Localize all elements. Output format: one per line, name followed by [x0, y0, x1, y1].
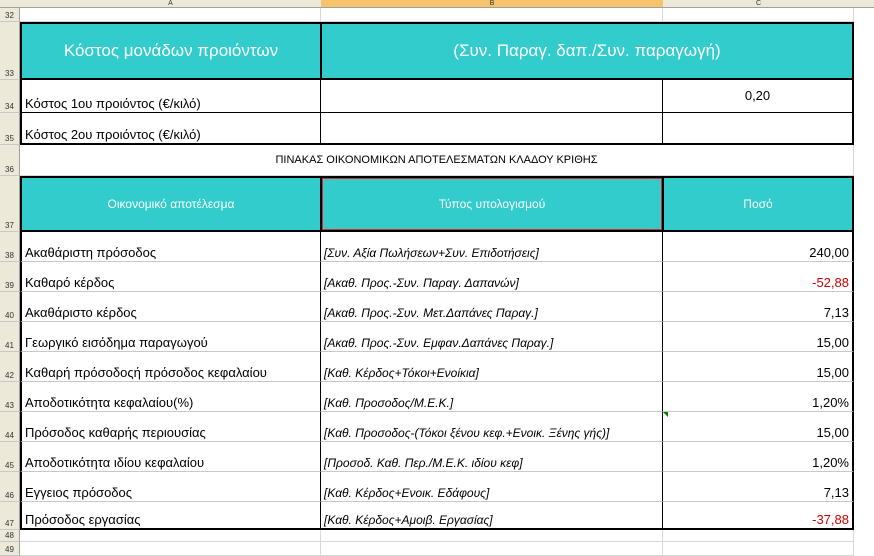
row-header-37[interactable]: 37: [0, 176, 20, 232]
result-formula[interactable]: [Ακαθ. Προς.-Συν. Εμφαν.Δαπάνες Παραγ.]: [321, 322, 663, 352]
cell-c49[interactable]: [663, 542, 854, 556]
row-header-49[interactable]: 49: [0, 542, 20, 556]
result-formula[interactable]: [Καθ. Κέρδος+Ενοικ. Εδάφους]: [321, 472, 663, 502]
results-header-amount[interactable]: Ποσό: [662, 176, 854, 232]
result-value[interactable]: 15,00: [663, 412, 854, 442]
cell-b49[interactable]: [321, 542, 663, 556]
result-label[interactable]: Καθαρό κέρδος: [20, 262, 321, 292]
unit-cost-item2-label[interactable]: Κόστος 2ου προιόντος (€/κιλό): [20, 113, 321, 145]
cell-b32[interactable]: [321, 8, 663, 22]
cell-a32[interactable]: [20, 8, 321, 22]
result-label[interactable]: Πρόσοδος καθαρής περιουσίας: [20, 412, 321, 442]
row-header-35[interactable]: 35: [0, 113, 20, 145]
row-header-45[interactable]: 45: [0, 442, 20, 472]
result-label[interactable]: Ακαθάριστη πρόσοδος: [20, 232, 321, 262]
result-label[interactable]: Αποδοτικότητα κεφαλαίου(%): [20, 382, 321, 412]
result-formula[interactable]: [Ακαθ. Προς.-Συν. Μετ.Δαπάνες Παραγ.]: [321, 292, 663, 322]
result-formula[interactable]: [Συν. Αξία Πωλήσεων+Συν. Επιδοτήσεις]: [321, 232, 663, 262]
row-header-33[interactable]: 33: [0, 22, 20, 80]
result-label[interactable]: Αποδοτικότητα ιδίου κεφαλαίου: [20, 442, 321, 472]
column-header-a[interactable]: A: [20, 0, 321, 8]
row-header-32[interactable]: 32: [0, 8, 20, 22]
row-header-44[interactable]: 44: [0, 412, 20, 442]
cell-b48[interactable]: [321, 530, 663, 542]
row-header-42[interactable]: 42: [0, 352, 20, 382]
result-value[interactable]: 240,00: [663, 232, 854, 262]
row-header-39[interactable]: 39: [0, 262, 20, 292]
row-header-47[interactable]: 47: [0, 502, 20, 530]
cell-a49[interactable]: [20, 542, 321, 556]
column-header-c[interactable]: C: [663, 0, 854, 8]
result-value[interactable]: 15,00: [663, 322, 854, 352]
column-header-d[interactable]: [854, 0, 874, 8]
result-label[interactable]: Ακαθάριστο κέρδος: [20, 292, 321, 322]
result-formula[interactable]: [Ακαθ. Προς.-Συν. Παραγ. Δαπανών]: [321, 262, 663, 292]
cell-a48[interactable]: [20, 530, 321, 542]
result-value[interactable]: 7,13: [663, 292, 854, 322]
row-header-46[interactable]: 46: [0, 472, 20, 502]
unit-cost-item2-blank[interactable]: [321, 113, 663, 145]
result-formula[interactable]: [Καθ. Κέρδος+Τόκοι+Ενοίκια]: [321, 352, 663, 382]
result-formula[interactable]: [Καθ. Κέρδος+Αμοιβ. Εργασίας]: [321, 502, 663, 530]
row-header-38[interactable]: 38: [0, 232, 20, 262]
unit-cost-header-left[interactable]: Κόστος μονάδων προιόντων: [20, 22, 322, 80]
comment-indicator-icon: [663, 412, 668, 417]
result-label[interactable]: Εγγειος πρόσοδος: [20, 472, 321, 502]
result-value[interactable]: -52,88: [663, 262, 854, 292]
unit-cost-item2-value[interactable]: [663, 113, 854, 145]
result-value[interactable]: -37,88: [663, 502, 854, 530]
result-label[interactable]: Γεωργικό εισόδημα παραγωγού: [20, 322, 321, 352]
result-formula[interactable]: [Καθ. Προσοδος-(Τόκοι ξένου κεφ.+Ενοικ. Ξένης γής)]: [321, 412, 663, 442]
cell-c32[interactable]: [663, 8, 854, 22]
result-label[interactable]: Καθαρή πρόσοδοςή πρόσοδος κεφαλαίου: [20, 352, 321, 382]
row-header-43[interactable]: 43: [0, 382, 20, 412]
unit-cost-item1-label[interactable]: Κόστος 1ου προιόντος (€/κιλό): [20, 80, 321, 113]
result-value[interactable]: 1,20%: [663, 382, 854, 412]
cell-c48[interactable]: [663, 530, 854, 542]
unit-cost-item1-value[interactable]: 0,20: [663, 80, 854, 113]
row-header-34[interactable]: 34: [0, 80, 20, 113]
result-formula[interactable]: [Προσοδ. Καθ. Περ./Μ.Ε.Κ. ιδίου κεφ]: [321, 442, 663, 472]
row-header-40[interactable]: 40: [0, 292, 20, 322]
results-header-formula[interactable]: Τύπος υπολογισμού: [320, 176, 664, 232]
unit-cost-header-right[interactable]: (Συν. Παραγ. δαπ./Συν. παραγωγή): [320, 22, 854, 80]
row-header-36[interactable]: 36: [0, 145, 20, 176]
result-label[interactable]: Πρόσοδος εργασίας: [20, 502, 321, 530]
column-header-b[interactable]: B: [321, 0, 663, 8]
results-header-outcome[interactable]: Οικονομικό αποτέλεσμα: [20, 176, 322, 232]
select-all-corner[interactable]: [0, 0, 20, 8]
results-table-title[interactable]: ΠΙΝΑΚΑΣ ΟΙΚΟΝΟΜΙΚΩΝ ΑΠΟΤΕΛΕΣΜΑΤΩΝ ΚΛΑΔΟΥ ΚΡΙΘΗΣ: [20, 145, 854, 176]
result-value[interactable]: 7,13: [663, 472, 854, 502]
result-formula[interactable]: [Καθ. Προσοδος/Μ.Ε.Κ.]: [321, 382, 663, 412]
result-value[interactable]: 15,00: [663, 352, 854, 382]
row-header-48[interactable]: 48: [0, 530, 20, 542]
result-value[interactable]: 1,20%: [663, 442, 854, 472]
row-header-41[interactable]: 41: [0, 322, 20, 352]
unit-cost-item1-blank[interactable]: [321, 80, 663, 113]
